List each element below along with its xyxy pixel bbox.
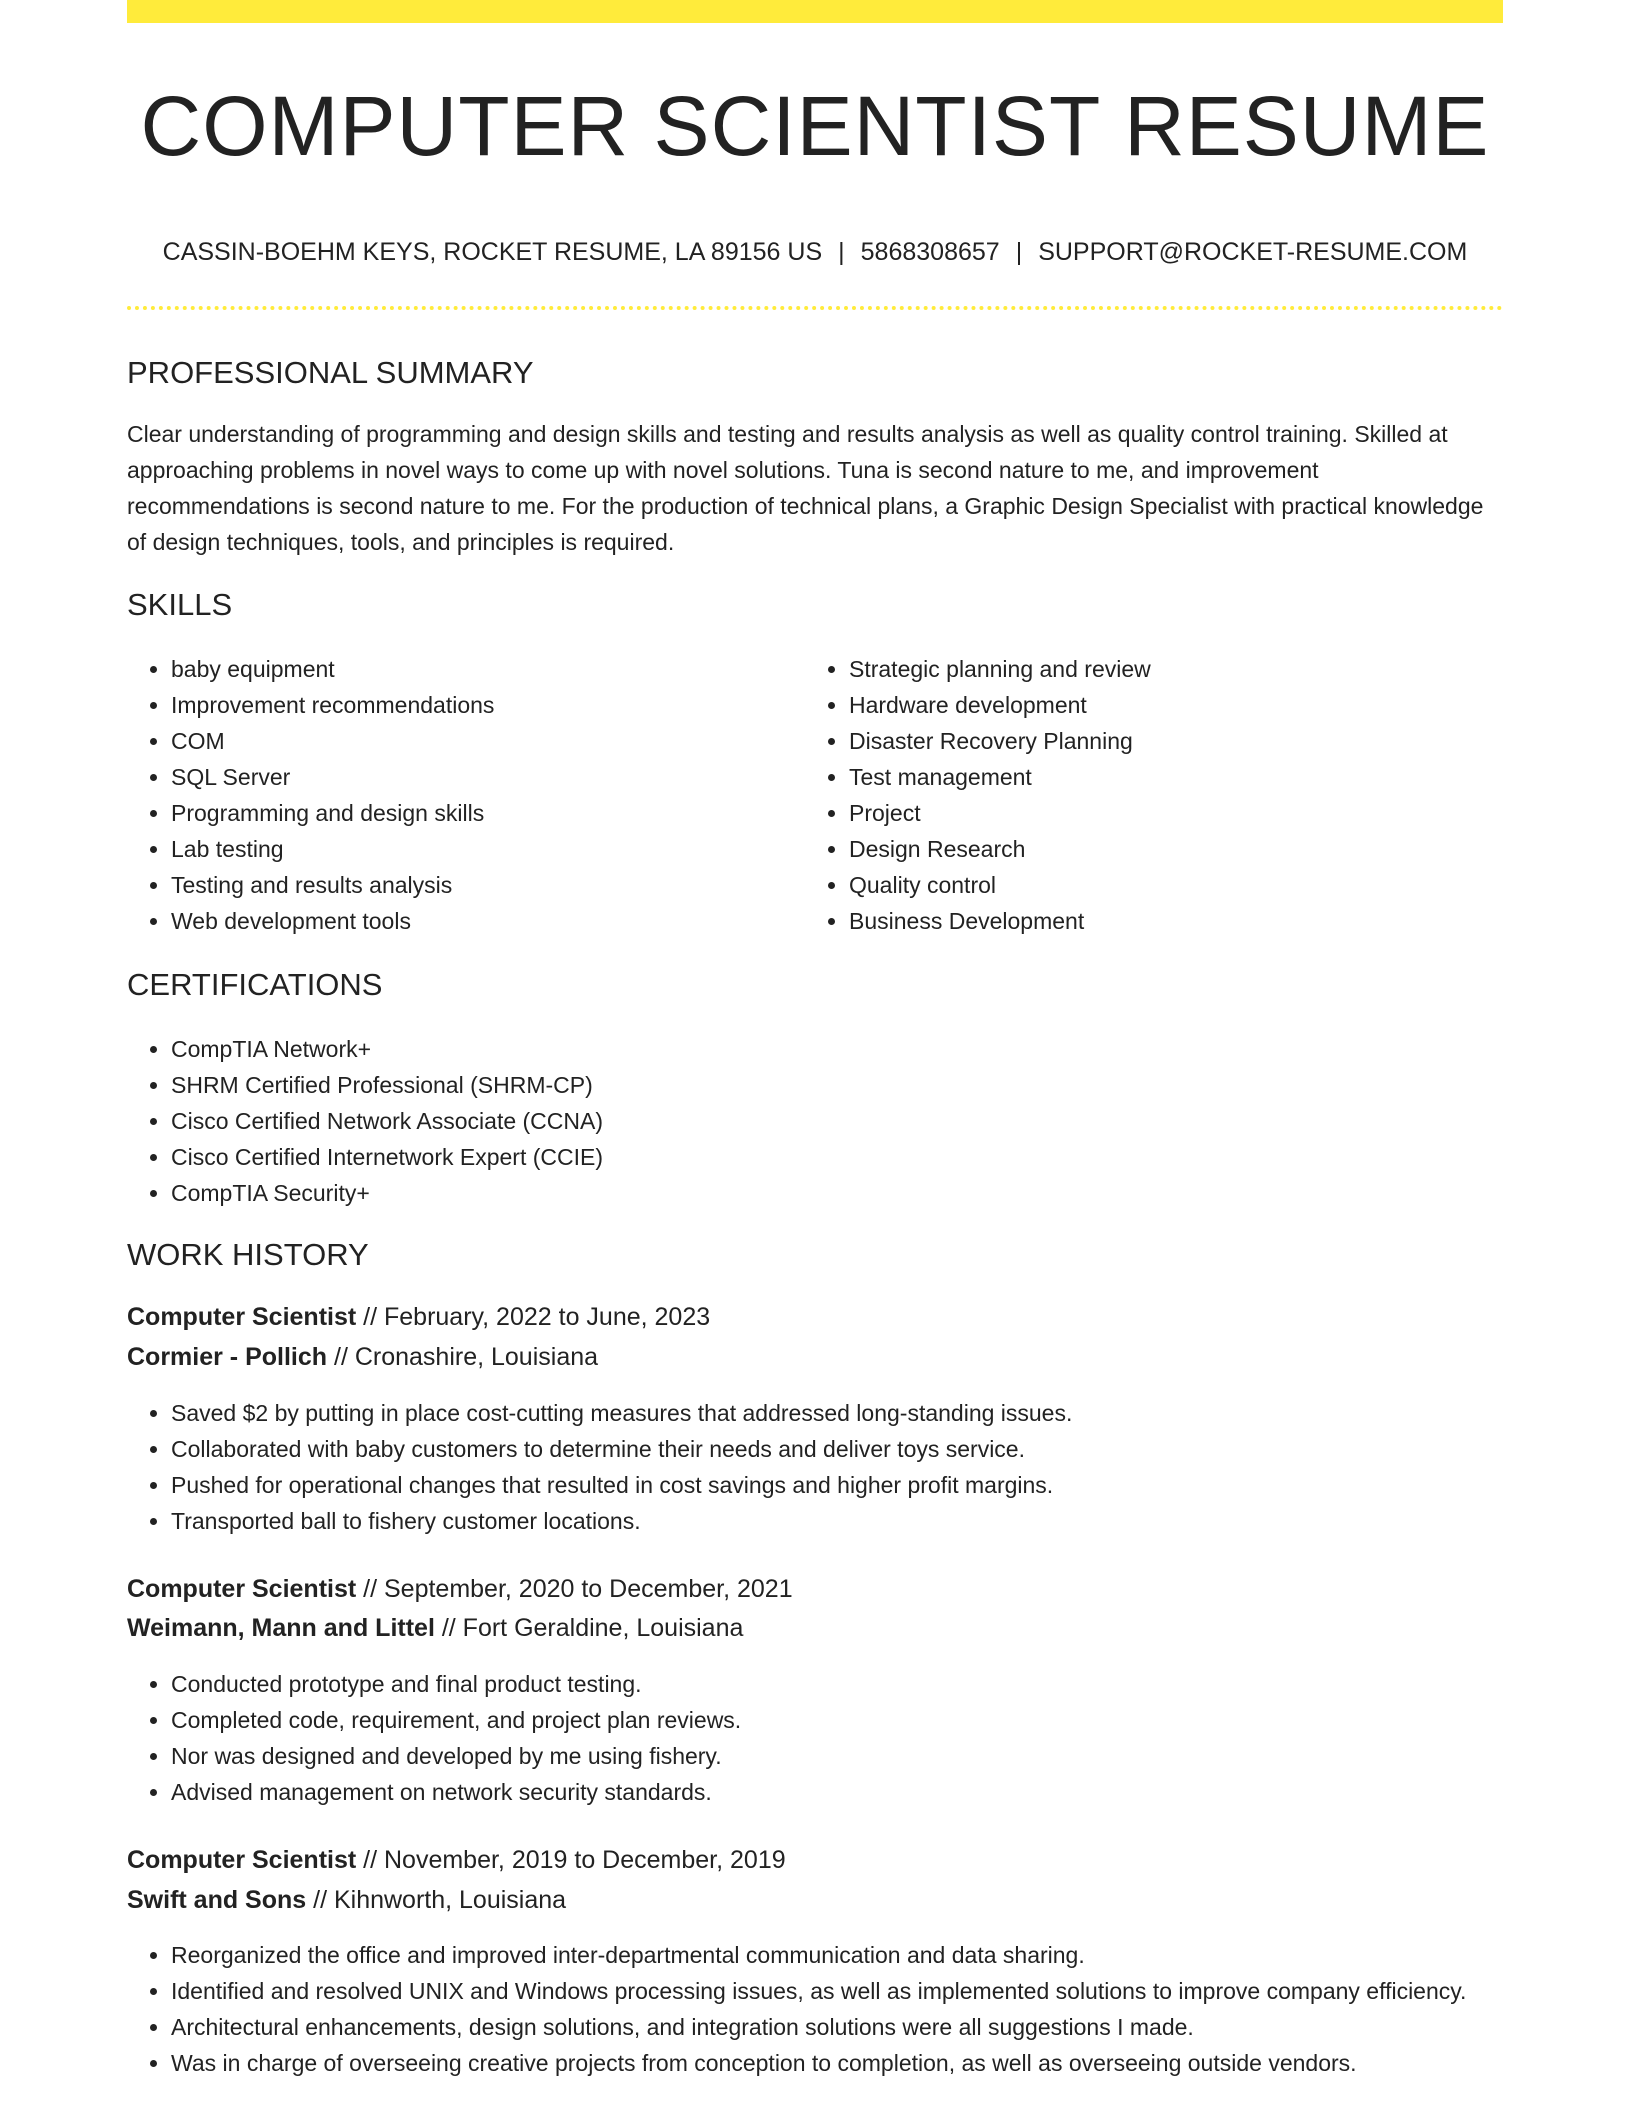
job-bullets xyxy=(127,1395,1501,1539)
job-bullet: • Identified and resolved UNIX and Windows processing issues, as well as implemented solutions to improve company efficiency. xyxy=(171,1973,1501,2009)
section-title-skills: SKILLS xyxy=(127,587,233,622)
job-location: // Cronashire, Louisiana xyxy=(327,1343,599,1371)
certification-item: • Cisco Certified Network Associate (CCNA) xyxy=(171,1103,1501,1139)
job-bullet: • Reorganized the office and improved inter-departmental communication and data sharing. xyxy=(171,1937,1501,1973)
certification-item: • Cisco Certified Internetwork Expert (CCIE) xyxy=(171,1139,1501,1175)
resume-title: COMPUTER SCIENTIST RESUME xyxy=(140,79,1490,173)
job-bullet: • Completed code, requirement, and project plan reviews. xyxy=(171,1702,1501,1738)
skill-item: • COM xyxy=(171,723,791,759)
skill-item: • Quality control xyxy=(849,867,1529,903)
job-company: Cormier - Pollich xyxy=(127,1343,328,1371)
job-title: Computer Scientist xyxy=(127,1846,357,1874)
skills-list-left xyxy=(127,651,791,939)
summary-text: Clear understanding of programming and design skills and testing and results analysis as well as quality control training. Skilled at approaching problems in novel ways to come up with novel solutions. Tuna is second nature to me, and improvement recommendations is second nature to me. For the production of technical plans, a Graphic Design Specialist with practical knowledge of design techniques, tools, and principles is required. xyxy=(127,421,1484,555)
job-title-line xyxy=(127,1575,793,1604)
job-bullets xyxy=(127,1937,1501,2081)
job-bullet: • Was in charge of overseeing creative projects from conception to completion, as well as overseeing outside vendors. xyxy=(171,2045,1501,2081)
job-location: // Kihnworth, Louisiana xyxy=(306,1886,567,1914)
skills-list-right xyxy=(805,651,1529,939)
job-company-line xyxy=(127,1614,743,1643)
skill-item: • Programming and design skills xyxy=(171,795,791,831)
skill-item: • Disaster Recovery Planning xyxy=(849,723,1529,759)
job-bullet: • Advised management on network security standards. xyxy=(171,1774,1501,1810)
job-title-line xyxy=(127,1303,710,1332)
skill-item: • Test management xyxy=(849,759,1529,795)
section-title-summary: PROFESSIONAL SUMMARY xyxy=(127,355,534,390)
job-bullets xyxy=(127,1666,1501,1810)
contact-separator: | xyxy=(838,238,845,266)
certification-item: • SHRM Certified Professional (SHRM-CP) xyxy=(171,1067,1501,1103)
job-company: Weimann, Mann and Littel xyxy=(127,1614,435,1642)
contact-line xyxy=(127,238,1503,267)
skill-item: • Testing and results analysis xyxy=(171,867,791,903)
job-bullet: • Saved $2 by putting in place cost-cutting measures that addressed long-standing issues. xyxy=(171,1395,1501,1431)
skill-item: • Lab testing xyxy=(171,831,791,867)
dotted-divider xyxy=(127,306,1503,310)
job-company: Swift and Sons xyxy=(127,1886,307,1914)
section-title-work-history: WORK HISTORY xyxy=(127,1237,369,1272)
contact-email: SUPPORT@ROCKET-RESUME.COM xyxy=(1038,238,1468,266)
job-title: Computer Scientist xyxy=(127,1575,357,1603)
job-company-line xyxy=(127,1886,566,1915)
contact-phone: 5868308657 xyxy=(860,238,1000,266)
contact-separator: | xyxy=(1015,238,1023,266)
skill-item: • baby equipment xyxy=(171,651,791,687)
job-location: // Fort Geraldine, Louisiana xyxy=(434,1614,744,1642)
job-company-line xyxy=(127,1343,598,1372)
contact-address: CASSIN-BOEHM KEYS, ROCKET RESUME, LA 89156 US xyxy=(162,238,823,266)
job-bullet: • Nor was designed and developed by me using fishery. xyxy=(171,1738,1501,1774)
job-dates: // September, 2020 to December, 2021 xyxy=(356,1575,793,1603)
skill-item: • Project xyxy=(849,795,1529,831)
certification-item: • CompTIA Network+ xyxy=(171,1031,1501,1067)
skill-item: • SQL Server xyxy=(171,759,791,795)
certifications-list xyxy=(127,1031,1501,1211)
job-dates: // February, 2022 to June, 2023 xyxy=(356,1303,711,1331)
certification-item: • CompTIA Security+ xyxy=(171,1175,1501,1211)
skill-item: • Design Research xyxy=(849,831,1529,867)
skill-item: • Business Development xyxy=(849,903,1529,939)
skill-item: • Improvement recommendations xyxy=(171,687,791,723)
skill-item: • Web development tools xyxy=(171,903,791,939)
job-bullet: • Architectural enhancements, design solutions, and integration solutions were all suggestions I made. xyxy=(171,2009,1501,2045)
job-title-line xyxy=(127,1846,786,1875)
job-bullet: • Transported ball to fishery customer locations. xyxy=(171,1503,1501,1539)
job-title: Computer Scientist xyxy=(127,1303,357,1331)
job-bullet: • Pushed for operational changes that resulted in cost savings and higher profit margins. xyxy=(171,1467,1501,1503)
accent-top-bar xyxy=(127,0,1503,23)
skill-item: • Hardware development xyxy=(849,687,1529,723)
section-title-certifications: CERTIFICATIONS xyxy=(127,967,383,1002)
job-bullet: • Collaborated with baby customers to determine their needs and deliver toys service. xyxy=(171,1431,1501,1467)
job-bullet: • Conducted prototype and final product testing. xyxy=(171,1666,1501,1702)
job-dates: // November, 2019 to December, 2019 xyxy=(356,1846,786,1874)
skill-item: • Strategic planning and review xyxy=(849,651,1529,687)
